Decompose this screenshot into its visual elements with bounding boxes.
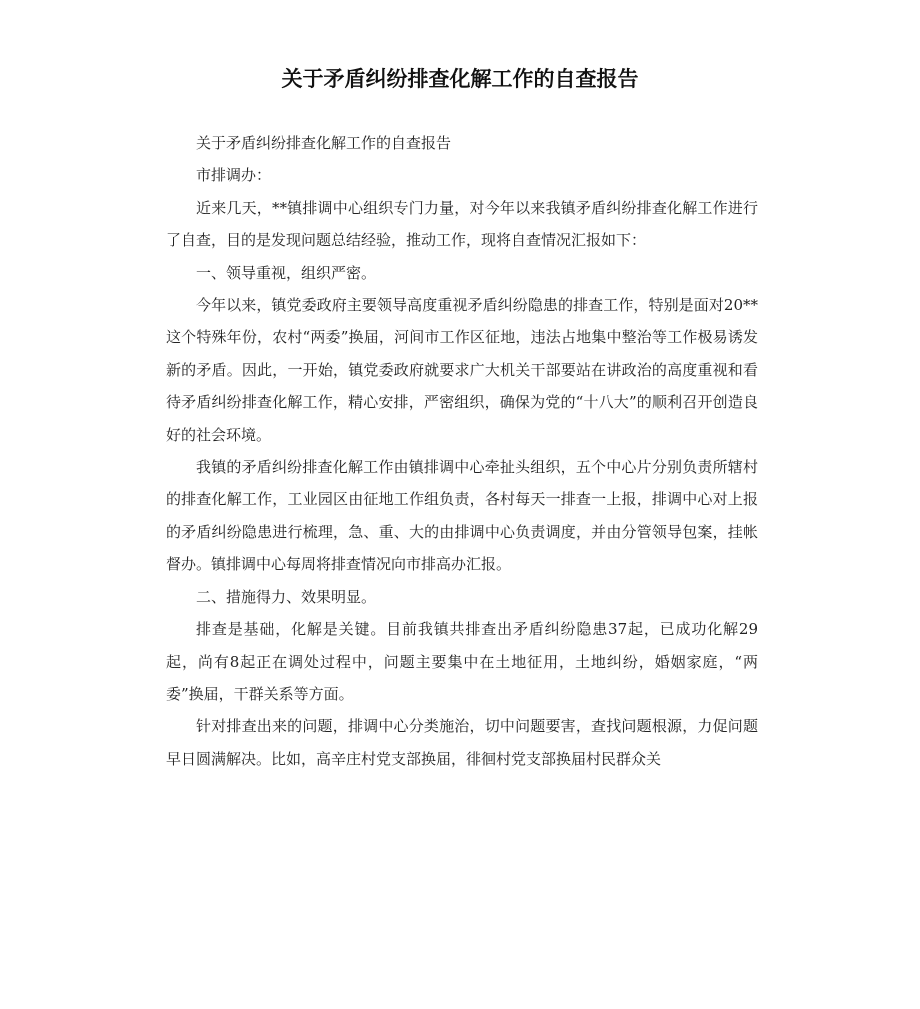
paragraph-addressee: 市排调办：	[196, 166, 272, 185]
paragraph-measures: 针对排查出来的问题，排调中心分类施治，切中问题要害，查找问题根源，力促问题早日圆满解决。比如，高辛庄村党支部换届，徘徊村党支部换届村民群众关	[166, 717, 758, 768]
section-heading-2: 二、措施得力、效果明显。	[196, 587, 377, 606]
document-body	[166, 127, 758, 775]
document-title: 关于矛盾纠纷排查化解工作的自查报告	[281, 67, 639, 91]
paragraph-results: 排查是基础，化解是关键。目前我镇共排查出矛盾纠纷隐患37起，已成功化解29起，尚有8起正在调处过程中，问题主要集中在土地征用，土地纠纷，婚姻家庭，“两委”换届，干群关系等方面。	[166, 620, 758, 703]
paragraph-subtitle: 关于矛盾纠纷排查化解工作的自查报告	[196, 134, 452, 152]
paragraph-leadership: 今年以来，镇党委政府主要领导高度重视矛盾纠纷隐患的排查工作，特别是面对20**这个特殊年份，农村“两委”换届，河间市工作区征地，违法占地集中整治等工作极易诱发新的矛盾。因此，一开始，镇党委政府就要求广大机关干部要站在讲政治的高度重视和看待矛盾纠纷排查化解工作，精心安排，严密组织，确保为党的“十八大”的顺利召开创造良好的社会环境。	[166, 296, 758, 444]
paragraph-organization: 我镇的矛盾纠纷排查化解工作由镇排调中心牵扯头组织，五个中心片分别负责所辖村的排查化解工作，工业园区由征地工作组负责，各村每天一排查一上报，排调中心对上报的矛盾纠纷隐患进行梳理，急、重、大的由排调中心负责调度，并由分管领导包案，挂帐督办。镇排调中心每周将排查情况向市排高办汇报。	[166, 458, 758, 574]
paragraph-intro: 近来几天，**镇排调中心组织专门力量，对今年以来我镇矛盾纠纷排查化解工作进行了自查，目的是发现问题总结经验，推动工作，现将自查情况汇报如下：	[166, 198, 758, 250]
section-heading-1: 一、领导重视，组织严密。	[196, 263, 377, 282]
